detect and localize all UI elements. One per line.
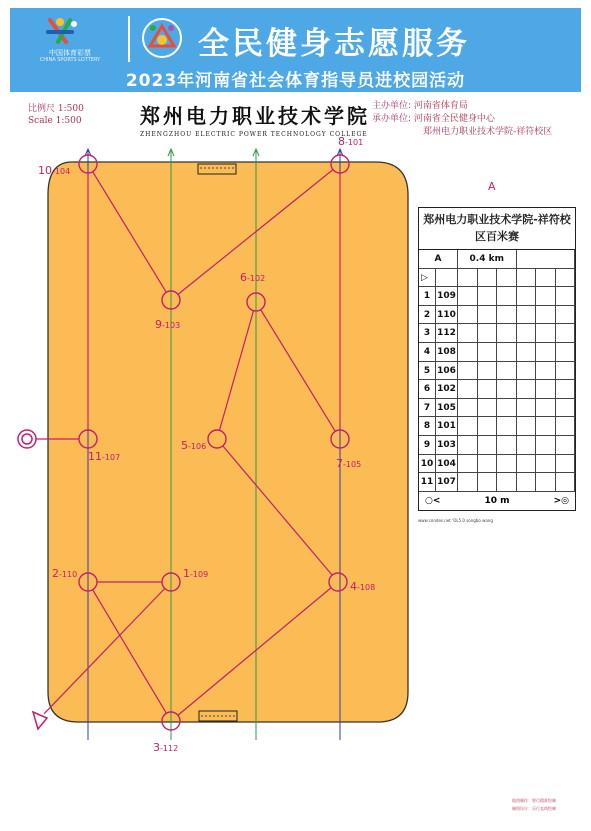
card-blank (458, 417, 478, 436)
card-row-code: 109 (436, 287, 458, 306)
card-row-code: 104 (436, 455, 458, 474)
control-separator: - (345, 138, 348, 147)
start-triangle (33, 712, 47, 729)
control-code: 105 (345, 460, 362, 469)
control-code: 106 (190, 442, 207, 451)
card-blank (458, 399, 478, 418)
card-row-number: 3 (419, 324, 436, 343)
card-blank (517, 399, 537, 418)
card-blank (497, 343, 517, 362)
organizer-undertaker-label: 承办单位: (372, 114, 412, 124)
card-row-number: 7 (419, 399, 436, 418)
control-seq: 1 (183, 567, 190, 580)
card-blank (458, 269, 478, 288)
map-field (48, 162, 408, 722)
card-row-number: 6 (419, 380, 436, 399)
finish-symbol (18, 430, 36, 448)
card-blank (536, 417, 556, 436)
card-blank (497, 399, 517, 418)
control-seq: 8 (338, 135, 345, 148)
control-seq: 2 (52, 567, 59, 580)
card-row-number: 8 (419, 417, 436, 436)
control-separator: - (247, 274, 250, 283)
control-code: 112 (162, 744, 179, 753)
control-separator: - (102, 453, 105, 462)
card-blank (517, 343, 537, 362)
card-row-code: 105 (436, 399, 458, 418)
card-blank (478, 380, 498, 399)
card-blank (556, 436, 576, 455)
card-blank (556, 455, 576, 474)
control-code: 108 (359, 583, 376, 592)
card-blank (517, 436, 537, 455)
card-blank (458, 306, 478, 325)
card-blank (536, 306, 556, 325)
card-blank (497, 380, 517, 399)
card-blank (536, 399, 556, 418)
control-code: 109 (192, 570, 209, 579)
card-blank (556, 362, 576, 381)
card-blank (497, 362, 517, 381)
card-distance: 0.4 km (458, 250, 517, 269)
card-blank (478, 362, 498, 381)
lottery-logo-sublabel: CHINA SPORTS LOTTERY (39, 57, 101, 63)
organizer-host-label: 主办单位: (372, 101, 412, 111)
map-letter-a: A (488, 180, 496, 193)
lottery-logo-label: 中国体育彩票 (49, 49, 91, 57)
card-finish-distance: 10 m (484, 495, 510, 506)
card-row-code: 108 (436, 343, 458, 362)
card-title: 郑州电力职业技术学院-祥符校区百米赛 (419, 208, 575, 250)
card-blank (478, 399, 498, 418)
card-blank (458, 287, 478, 306)
card-blank (497, 417, 517, 436)
control-seq: 11 (88, 450, 102, 463)
scale-en: Scale 1:500 (28, 116, 82, 126)
card-blank (497, 436, 517, 455)
card-finish-right-icon: >◎ (553, 495, 569, 506)
card-blank (497, 324, 517, 343)
card-blank (478, 455, 498, 474)
organizer-host-value: 河南省体育局 (413, 101, 468, 111)
card-blank (478, 343, 498, 362)
card-blank (458, 380, 478, 399)
card-blank (556, 306, 576, 325)
card-grid (419, 250, 575, 492)
control-seq: 7 (336, 457, 343, 470)
card-blank (556, 269, 576, 288)
card-blank (517, 287, 537, 306)
card-blank (517, 417, 537, 436)
card-blank (497, 473, 517, 492)
card-row-number: 1 (419, 287, 436, 306)
control-code: 110 (61, 570, 78, 579)
scale-cn: 比例尺 1:500 (28, 104, 84, 114)
college-name-en: ZHENGZHOU ELECTRIC POWER TECHNOLOGY COLLEGE (140, 131, 368, 138)
card-blank (478, 436, 498, 455)
control-label (153, 741, 178, 754)
organizer-undertaker-value-2: 郑州电力职业技术学院-祥符校区 (423, 127, 553, 137)
card-blank (536, 362, 556, 381)
control-code: 102 (249, 274, 266, 283)
control-code: 101 (347, 138, 364, 147)
control-separator: - (343, 460, 346, 469)
card-row-number: 9 (419, 436, 436, 455)
card-blank (536, 380, 556, 399)
card-finish-row (419, 492, 575, 510)
card-blank (478, 287, 498, 306)
banner-subtitle: 2023年河南省社会体育指导员进校园活动 (125, 71, 466, 91)
card-start-code (436, 269, 458, 288)
control-code: 104 (54, 167, 71, 176)
card-header-blank (517, 250, 576, 269)
card-blank (556, 473, 576, 492)
control-separator: - (357, 583, 360, 592)
control-seq: 9 (155, 318, 162, 331)
control-seq: 3 (153, 741, 160, 754)
card-blank (556, 380, 576, 399)
sponsor-line-1: 地图制作：智行精准绘制 (512, 798, 556, 803)
card-blank (478, 473, 498, 492)
organizer-undertaker-value: 河南省全民健身中心 (413, 114, 495, 124)
card-row-number: 10 (419, 455, 436, 474)
card-blank (478, 417, 498, 436)
banner-title: 全民健身志愿服务 (198, 26, 470, 62)
college-name-cn: 郑州电力职业技术学院 (140, 104, 370, 128)
card-caption: www.condes.net 'OL5.0 songbo wang (418, 518, 493, 523)
card-blank (556, 287, 576, 306)
control-label (338, 135, 363, 148)
card-blank (478, 324, 498, 343)
card-row-code: 101 (436, 417, 458, 436)
card-blank (536, 455, 556, 474)
card-blank (556, 343, 576, 362)
control-seq: 10 (38, 164, 52, 177)
card-blank (458, 362, 478, 381)
card-class: A (419, 250, 458, 269)
control-seq: 4 (350, 580, 357, 593)
control-separator: - (52, 167, 55, 176)
card-blank (556, 399, 576, 418)
card-blank (556, 417, 576, 436)
card-row-number: 2 (419, 306, 436, 325)
card-row-code: 110 (436, 306, 458, 325)
card-blank (517, 362, 537, 381)
card-blank (517, 473, 537, 492)
control-separator: - (160, 744, 163, 753)
card-blank (458, 455, 478, 474)
card-row-code: 106 (436, 362, 458, 381)
control-code: 103 (164, 321, 181, 330)
card-row-code: 102 (436, 380, 458, 399)
card-blank (517, 455, 537, 474)
card-blank (497, 306, 517, 325)
card-blank (517, 269, 537, 288)
control-seq: 5 (181, 439, 188, 452)
card-row-number: 4 (419, 343, 436, 362)
card-finish-left-icon: ○< (425, 495, 441, 506)
card-blank (536, 473, 556, 492)
card-row-number: 5 (419, 362, 436, 381)
sponsor-line-2: 制图设计：乐行直线绘制 (512, 806, 556, 811)
card-blank (497, 269, 517, 288)
control-separator: - (188, 442, 191, 451)
card-blank (536, 269, 556, 288)
control-separator: - (59, 570, 62, 579)
card-row-code: 107 (436, 473, 458, 492)
card-blank (478, 306, 498, 325)
card-blank (497, 287, 517, 306)
course-description-card (418, 207, 576, 511)
card-start-icon: ▷ (419, 269, 436, 288)
control-seq: 6 (240, 271, 247, 284)
card-row-code: 103 (436, 436, 458, 455)
card-blank (536, 287, 556, 306)
card-blank (536, 324, 556, 343)
card-blank (497, 455, 517, 474)
card-blank (458, 343, 478, 362)
card-blank (517, 306, 537, 325)
card-blank (556, 324, 576, 343)
card-blank (478, 269, 498, 288)
card-blank (458, 436, 478, 455)
card-blank (517, 380, 537, 399)
card-blank (536, 343, 556, 362)
card-blank (458, 473, 478, 492)
card-row-number: 11 (419, 473, 436, 492)
card-blank (517, 324, 537, 343)
card-blank (458, 324, 478, 343)
control-separator: - (190, 570, 193, 579)
control-code: 107 (104, 453, 121, 462)
control-separator: - (162, 321, 165, 330)
card-blank (536, 436, 556, 455)
card-row-code: 112 (436, 324, 458, 343)
